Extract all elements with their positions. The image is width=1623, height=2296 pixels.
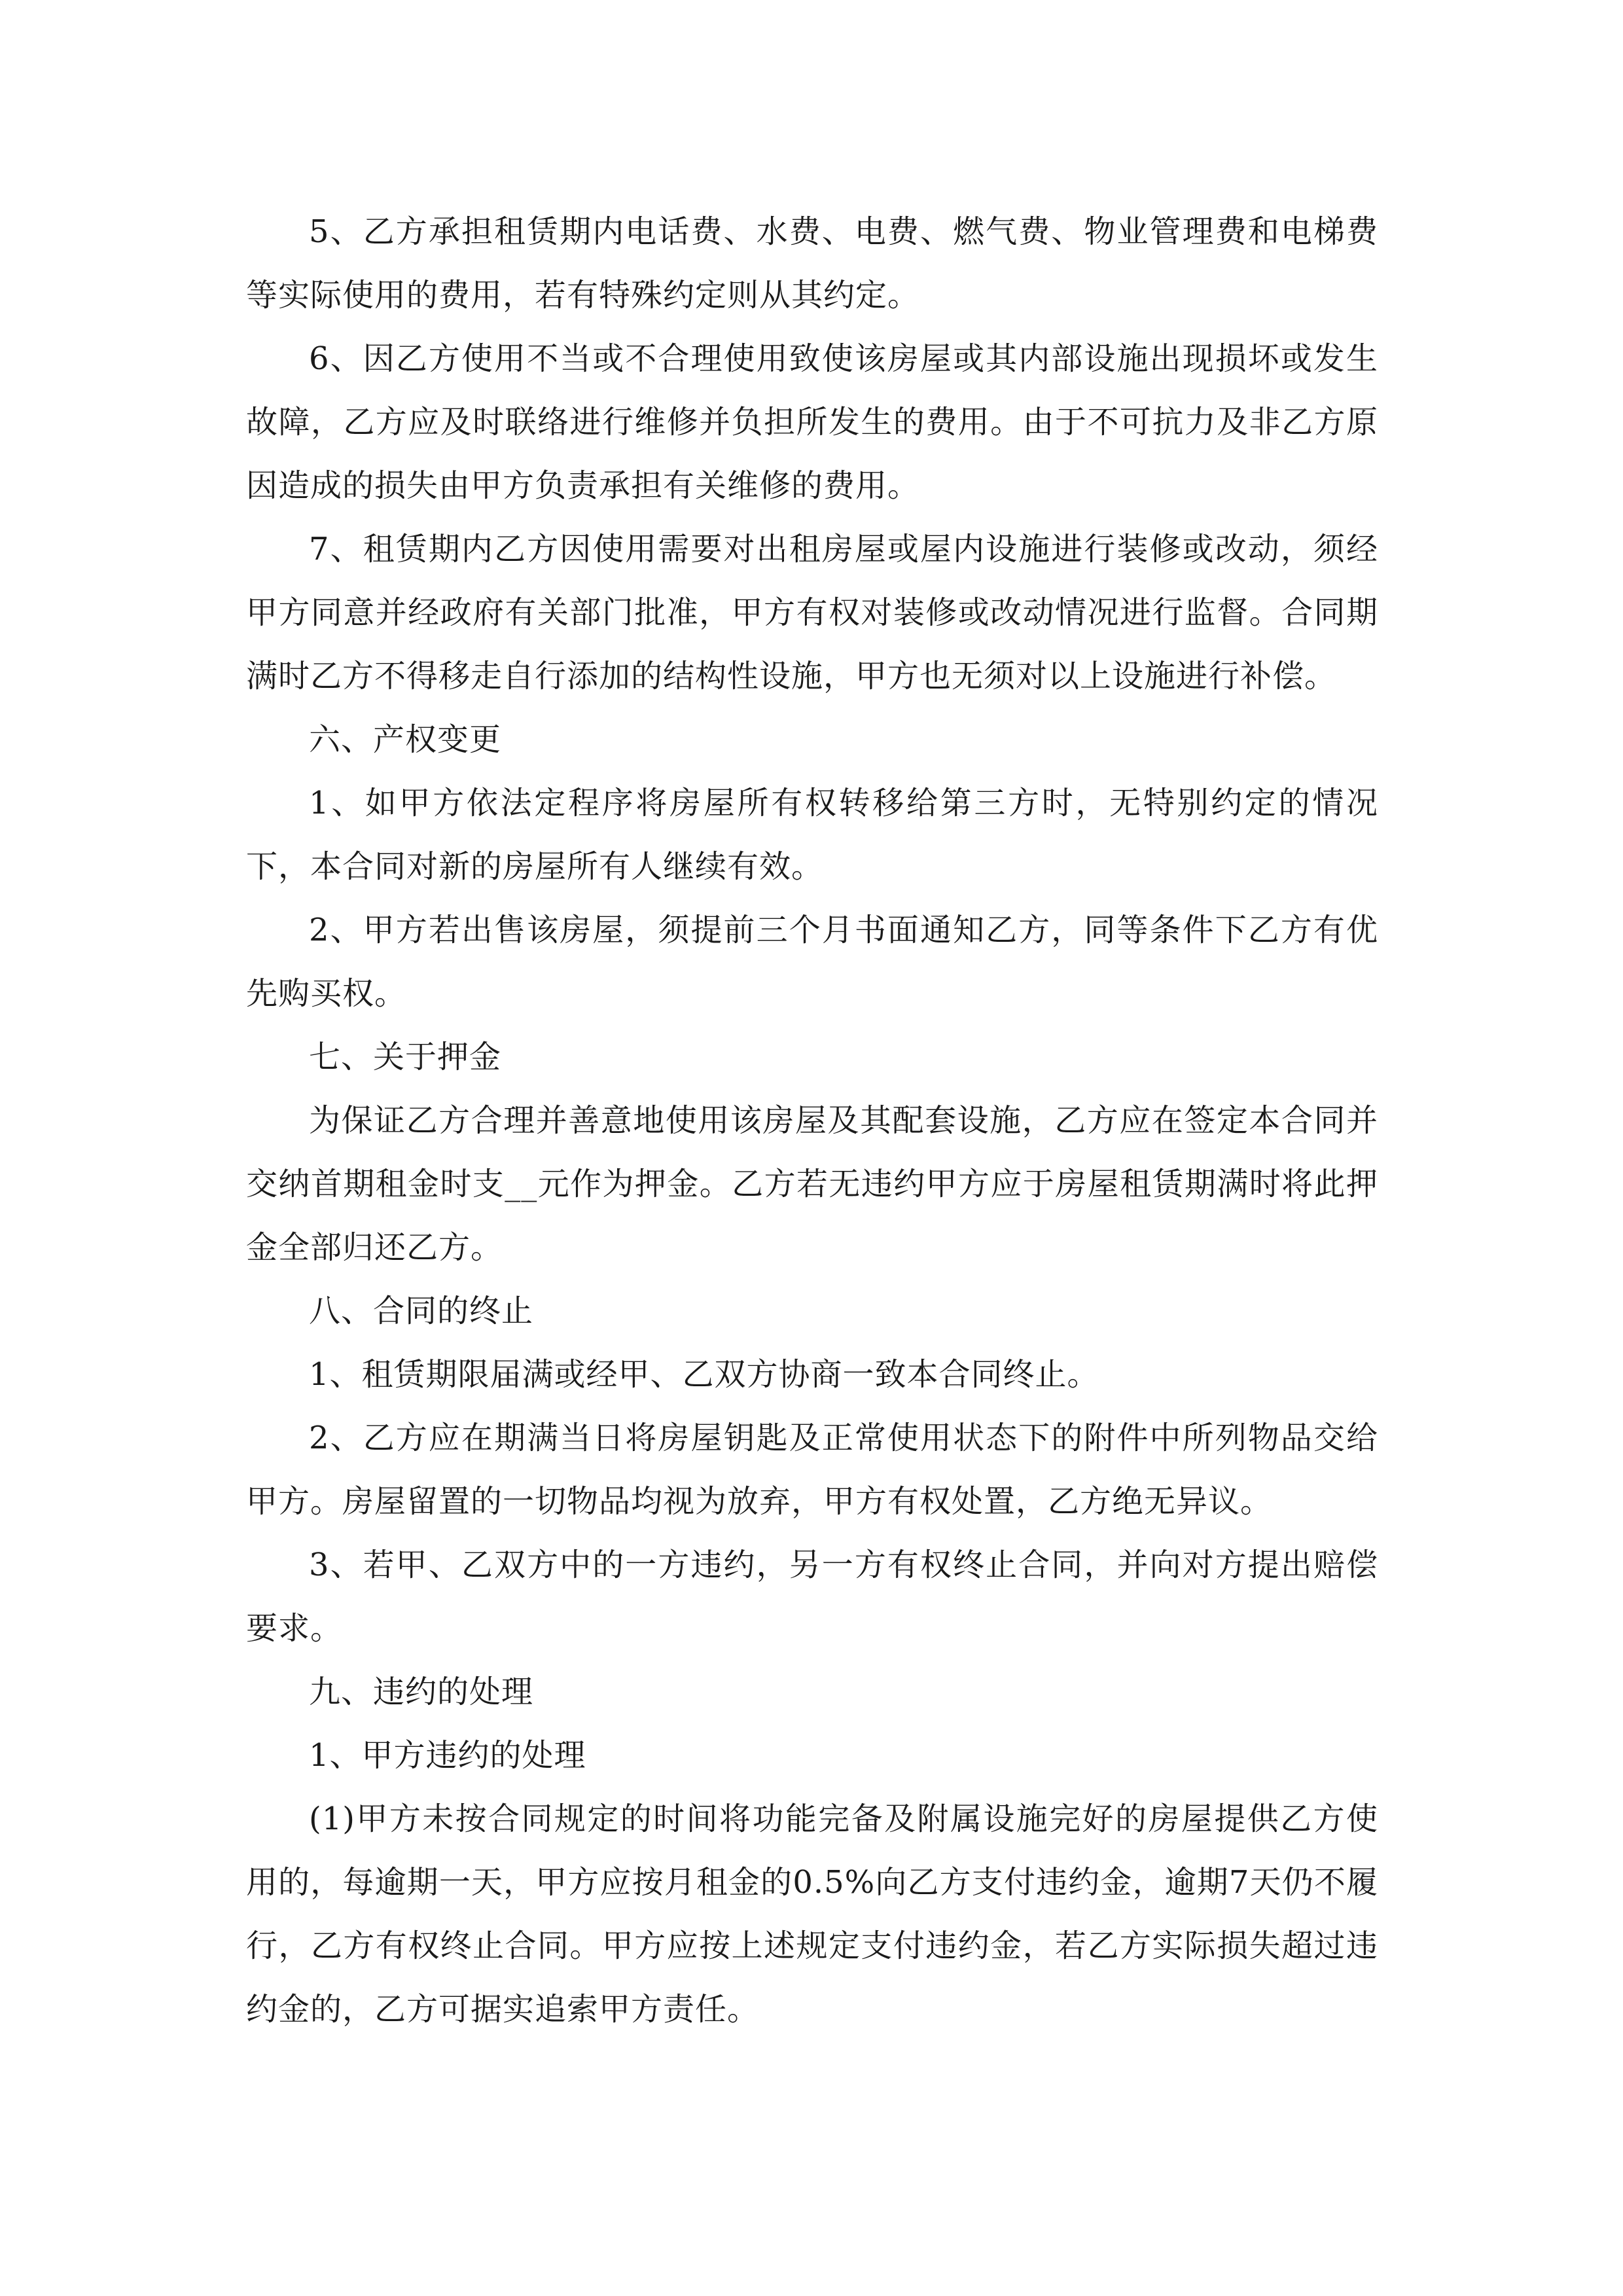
section-heading-deposit: 七、关于押金	[309, 1039, 502, 1075]
section-heading-breach: 九、违约的处理	[309, 1674, 534, 1710]
section-heading-property-change: 六、产权变更	[309, 721, 502, 758]
clause-6-repairs: 6、因乙方使用不当或不合理使用致使该房屋或其内部设施出现损坏或发生故障，乙方应及时联络进行维修并负担所发生的费用。由于不可抗力及非乙方原因造成的损失由甲方负责承担有关维修的费用。	[246, 340, 1378, 504]
clause-deposit: 为保证乙方合理并善意地使用该房屋及其配套设施，乙方应在签定本合同并交纳首期租金时支__元作为押金。乙方若无违约甲方应于房屋租赁期满时将此押金全部归还乙方。	[246, 1102, 1378, 1266]
clause-termination-1: 1、租赁期限届满或经甲、乙双方协商一致本合同终止。	[309, 1356, 1099, 1393]
document-body	[246, 200, 1378, 2041]
clause-7-renovation: 7、租赁期内乙方因使用需要对出租房屋或屋内设施进行装修或改动，须经甲方同意并经政府有关部门批准，甲方有权对装修或改动情况进行监督。合同期满时乙方不得移走自行添加的结构性设施，甲方也无须对以上设施进行补偿。	[246, 531, 1378, 694]
clause-termination-2: 2、乙方应在期满当日将房屋钥匙及正常使用状态下的附件中所列物品交给甲方。房屋留置的一切物品均视为放弃，甲方有权处置，乙方绝无异议。	[246, 1420, 1378, 1520]
clause-5-utilities: 5、乙方承担租赁期内电话费、水费、电费、燃气费、物业管理费和电梯费等实际使用的费用，若有特殊约定则从其约定。	[246, 213, 1378, 314]
clause-sale-notice: 2、甲方若出售该房屋，须提前三个月书面通知乙方，同等条件下乙方有优先购买权。	[246, 912, 1378, 1012]
clause-termination-3: 3、若甲、乙双方中的一方违约，另一方有权终止合同，并向对方提出赔偿要求。	[246, 1547, 1378, 1647]
section-heading-termination: 八、合同的终止	[309, 1293, 534, 1329]
clause-ownership-transfer: 1、如甲方依法定程序将房屋所有权转移给第三方时，无特别约定的情况下，本合同对新的房屋所有人继续有效。	[246, 785, 1378, 885]
clause-landlord-breach-1: (1)甲方未按合同规定的时间将功能完备及附属设施完好的房屋提供乙方使用的，每逾期一天，甲方应按月租金的0.5%向乙方支付违约金，逾期7天仍不履行，乙方有权终止合同。甲方应按上述规定支付违约金，若乙方实际损失超过违约金的，乙方可据实追索甲方责任。	[246, 1801, 1378, 2028]
subheading-landlord-breach: 1、甲方违约的处理	[309, 1737, 586, 1774]
